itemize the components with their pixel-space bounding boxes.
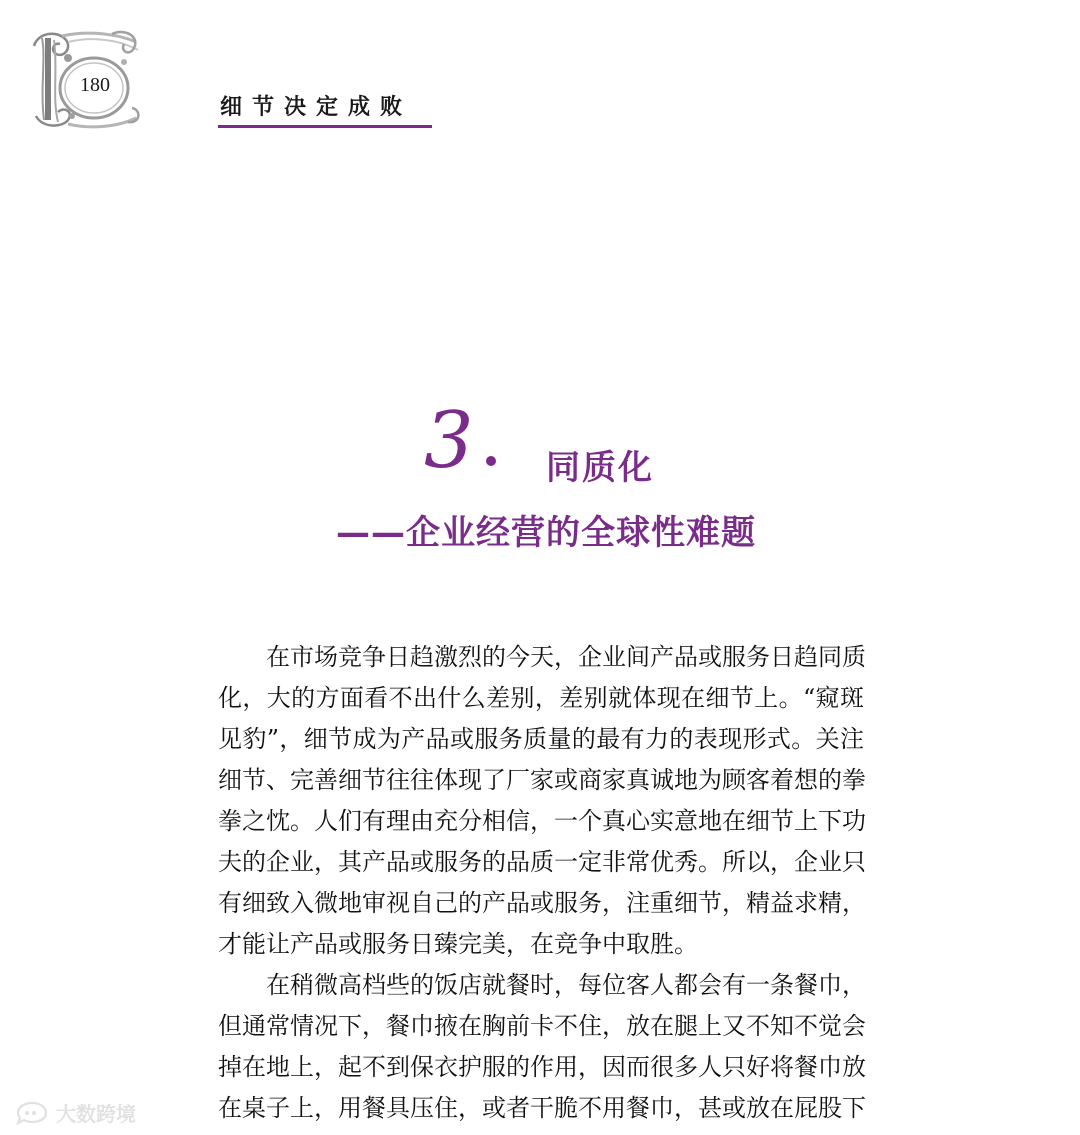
running-title: 细节决定成败 bbox=[220, 95, 413, 120]
text-line: 在桌子上，用餐具压住，或者干脆不用餐巾，甚或放在屁股下 bbox=[218, 1094, 866, 1122]
chat-bubble-logo-icon bbox=[14, 1101, 50, 1125]
paragraph bbox=[218, 965, 864, 1129]
text-line: 细节、完善细节往往体现了厂家或商家真诚地为顾客着想的拳 bbox=[218, 766, 866, 794]
watermark bbox=[14, 1098, 136, 1127]
text-line: 但通常情况下，餐巾掖在胸前卡不住，放在腿上又不知不觉会 bbox=[218, 1012, 866, 1040]
text-line: 有细致入微地审视自己的产品或服务，注重细节，精益求精， bbox=[218, 889, 866, 917]
text-line: 才能让产品或服务日臻完美，在竞争中取胜。 bbox=[218, 930, 698, 958]
text-line: 掉在地上，起不到保衣护服的作用，因而很多人只好将餐巾放 bbox=[218, 1053, 866, 1081]
body-text bbox=[218, 637, 864, 1129]
text-line: 拳之忱。人们有理由充分相信，一个真心实意地在细节上下功 bbox=[218, 807, 866, 835]
chapter-subtitle: ——企业经营的全球性难题 bbox=[336, 513, 756, 553]
watermark-text: 大数跨境 bbox=[56, 1102, 136, 1126]
header-divider bbox=[218, 125, 432, 128]
chapter-number: 3 bbox=[424, 396, 474, 486]
text-line: 在稍微高档些的饭店就餐时，每位客人都会有一条餐巾， bbox=[266, 971, 866, 999]
text-line: 化，大的方面看不出什么差别，差别就体现在细节上。“窥斑 bbox=[218, 684, 864, 712]
text-line: 在市场竞争日趋激烈的今天，企业间产品或服务日趋同质 bbox=[266, 643, 866, 671]
paragraph bbox=[218, 637, 864, 965]
page-number: 180 bbox=[80, 74, 110, 96]
chapter-title: 同质化 bbox=[546, 448, 654, 488]
chapter-number-dot bbox=[486, 456, 496, 466]
text-line: 见豹”，细节成为产品或服务质量的最有力的表现形式。关注 bbox=[218, 725, 864, 753]
text-line: 夫的企业，其产品或服务的品质一定非常优秀。所以，企业只 bbox=[218, 848, 866, 876]
